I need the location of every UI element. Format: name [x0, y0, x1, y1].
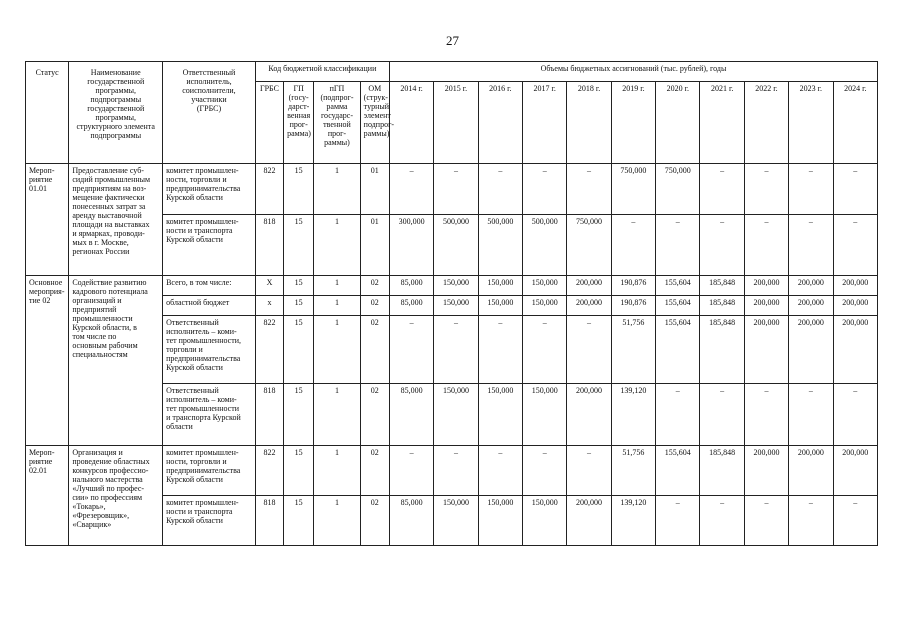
header-year: 2016 г. [478, 82, 522, 164]
budget-table [25, 61, 878, 546]
row-executor: областной бюджет [163, 296, 256, 316]
row-gp: 15 [284, 296, 314, 316]
row-value: – [700, 384, 744, 446]
row-value: 150,000 [523, 384, 567, 446]
header-kbk: Код бюджетной классификации [255, 62, 389, 82]
row-value: 150,000 [478, 496, 522, 546]
row-value: 150,000 [478, 296, 522, 316]
row-value: 185,848 [700, 296, 744, 316]
header-gp: ГП (госу- дарст- венная прог- рамма) [284, 82, 314, 164]
header-executor: Ответственный исполнитель, соисполнители, участники (ГРБС) [163, 62, 256, 164]
row-value: 200,000 [833, 446, 877, 496]
row-pgp: 1 [314, 164, 360, 215]
row-gp: 15 [284, 164, 314, 215]
row-value: 200,000 [789, 446, 833, 496]
row-value: – [833, 384, 877, 446]
row-gp: 15 [284, 496, 314, 546]
row-value: 150,000 [478, 276, 522, 296]
row-value: 500,000 [434, 215, 478, 276]
row-value: – [744, 384, 788, 446]
row-name: Организация и проведение областных конкурсов профессио- нального мастерства «Лучший по профес- сии» по профессиям «Токарь», «Фрезеровщик», «Сварщик» [69, 446, 163, 546]
header-year: 2021 г. [700, 82, 744, 164]
row-grbs: Х [255, 276, 283, 296]
row-value: 150,000 [434, 276, 478, 296]
header-year: 2022 г. [744, 82, 788, 164]
row-value: – [434, 316, 478, 384]
table-row [26, 446, 878, 496]
row-value: 200,000 [833, 296, 877, 316]
row-value: – [789, 496, 833, 546]
row-value: 150,000 [523, 276, 567, 296]
row-grbs: 822 [255, 164, 283, 215]
row-value: – [567, 446, 611, 496]
row-value: 51,756 [611, 446, 655, 496]
row-value: 750,000 [611, 164, 655, 215]
row-value: 200,000 [567, 296, 611, 316]
row-value: 139,120 [611, 496, 655, 546]
row-value: 150,000 [523, 296, 567, 316]
row-value: 750,000 [656, 164, 700, 215]
header-grbs: ГРБС [255, 82, 283, 164]
row-value: 200,000 [567, 276, 611, 296]
row-value: 150,000 [434, 296, 478, 316]
row-status: Основное мероприя- тие 02 [26, 276, 69, 446]
header-year: 2019 г. [611, 82, 655, 164]
row-value: 190,876 [611, 296, 655, 316]
row-grbs: 818 [255, 215, 283, 276]
row-value: 500,000 [478, 215, 522, 276]
header-year: 2023 г. [789, 82, 833, 164]
row-executor: Ответственный исполнитель – коми- тет промышленности и транспорта Курской области [163, 384, 256, 446]
row-pgp: 1 [314, 215, 360, 276]
row-name: Содействие развитию кадрового потенциала организаций и предприятий промышленности Курской области, в том числе по основным рабочим специальностям [69, 276, 163, 446]
row-value: – [656, 384, 700, 446]
row-gp: 15 [284, 215, 314, 276]
row-value: – [567, 316, 611, 384]
header-year: 2024 г. [833, 82, 877, 164]
row-name: Предоставление суб- сидий промышленным предприятиям на воз- мещение фактически понесенных затрат за аренду выставочной площади на выставках и ярмарках, проводи- мых в г. Москве, регионах России [69, 164, 163, 276]
row-value: 85,000 [389, 276, 433, 296]
row-value: 85,000 [389, 384, 433, 446]
row-grbs: х [255, 296, 283, 316]
row-value: 51,756 [611, 316, 655, 384]
row-value: – [523, 446, 567, 496]
row-value: 200,000 [789, 316, 833, 384]
header-year: 2018 г. [567, 82, 611, 164]
row-om: 02 [360, 496, 389, 546]
row-pgp: 1 [314, 316, 360, 384]
row-value: – [700, 496, 744, 546]
row-value: 200,000 [833, 276, 877, 296]
row-value: 200,000 [567, 496, 611, 546]
row-value: – [656, 496, 700, 546]
row-status: Мероп- риятие 01.01 [26, 164, 69, 276]
table-row [26, 276, 878, 296]
row-value: – [833, 164, 877, 215]
row-value: 150,000 [523, 496, 567, 546]
row-pgp: 1 [314, 384, 360, 446]
row-grbs: 822 [255, 316, 283, 384]
row-pgp: 1 [314, 446, 360, 496]
row-value: – [744, 496, 788, 546]
row-grbs: 818 [255, 496, 283, 546]
row-value: 300,000 [389, 215, 433, 276]
row-value: 150,000 [478, 384, 522, 446]
header-volumes: Объемы бюджетных ассигнований (тыс. рублей), годы [389, 62, 877, 82]
row-value: 500,000 [523, 215, 567, 276]
row-value: 190,876 [611, 276, 655, 296]
row-value: 200,000 [789, 296, 833, 316]
row-om: 01 [360, 215, 389, 276]
row-pgp: 1 [314, 276, 360, 296]
row-status: Мероп- риятие 02.01 [26, 446, 69, 546]
row-value: 155,604 [656, 316, 700, 384]
header-pgp: пГП (подпрог- рамма государс- твенной прог- раммы) [314, 82, 360, 164]
row-om: 01 [360, 164, 389, 215]
row-value: – [744, 164, 788, 215]
header-status: Статус [26, 62, 69, 164]
row-om: 02 [360, 296, 389, 316]
row-value: 200,000 [567, 384, 611, 446]
row-value: 200,000 [744, 276, 788, 296]
row-gp: 15 [284, 384, 314, 446]
row-value: 200,000 [744, 316, 788, 384]
row-om: 02 [360, 446, 389, 496]
header-year: 2020 г. [656, 82, 700, 164]
header-om: ОМ (струк- турный элемент подпрог- раммы) [360, 82, 389, 164]
row-om: 02 [360, 384, 389, 446]
row-executor: комитет промышлен- ности и транспорта Курской области [163, 215, 256, 276]
header-name: Наименование государственной программы, подпрограммы государственной программы, структурного элемента подпрограммы [69, 62, 163, 164]
row-value: – [478, 446, 522, 496]
row-value: – [389, 316, 433, 384]
row-value: – [478, 316, 522, 384]
row-executor: Всего, в том числе: [163, 276, 256, 296]
row-gp: 15 [284, 276, 314, 296]
row-value: – [389, 164, 433, 215]
row-value: 155,604 [656, 296, 700, 316]
row-executor: комитет промышлен- ности и транспорта Курской области [163, 496, 256, 546]
row-value: 85,000 [389, 496, 433, 546]
row-value: – [523, 316, 567, 384]
row-pgp: 1 [314, 496, 360, 546]
row-value: – [700, 164, 744, 215]
row-value: 139,120 [611, 384, 655, 446]
row-value: 750,000 [567, 215, 611, 276]
row-gp: 15 [284, 446, 314, 496]
row-value: – [611, 215, 655, 276]
row-value: 150,000 [434, 384, 478, 446]
row-value: – [478, 164, 522, 215]
row-executor: Ответственный исполнитель – коми- тет промышленности, торговли и предпринимательства Курской области [163, 316, 256, 384]
row-value: – [833, 215, 877, 276]
table-row [26, 164, 878, 215]
row-om: 02 [360, 276, 389, 296]
row-value: – [789, 215, 833, 276]
row-value: 150,000 [434, 496, 478, 546]
row-value: – [389, 446, 433, 496]
row-value: – [434, 446, 478, 496]
row-value: 155,604 [656, 276, 700, 296]
row-value: – [700, 215, 744, 276]
row-value: 200,000 [789, 276, 833, 296]
row-executor: комитет промышлен- ности, торговли и предпринимательства Курской области [163, 446, 256, 496]
row-pgp: 1 [314, 296, 360, 316]
row-value: – [434, 164, 478, 215]
row-executor: комитет промышлен- ности, торговли и предпринимательства Курской области [163, 164, 256, 215]
row-grbs: 818 [255, 384, 283, 446]
row-gp: 15 [284, 316, 314, 384]
row-value: – [789, 164, 833, 215]
row-value: – [744, 215, 788, 276]
row-value: – [523, 164, 567, 215]
row-value: 200,000 [744, 296, 788, 316]
page-number: 27 [446, 33, 459, 48]
row-value: – [833, 496, 877, 546]
row-om: 02 [360, 316, 389, 384]
row-value: 185,848 [700, 316, 744, 384]
row-value: 185,848 [700, 446, 744, 496]
row-value: – [656, 215, 700, 276]
header-year: 2014 г. [389, 82, 433, 164]
header-year: 2015 г. [434, 82, 478, 164]
row-value: 185,848 [700, 276, 744, 296]
row-value: – [789, 384, 833, 446]
row-grbs: 822 [255, 446, 283, 496]
row-value: – [567, 164, 611, 215]
header-year: 2017 г. [523, 82, 567, 164]
row-value: 155,604 [656, 446, 700, 496]
row-value: 200,000 [744, 446, 788, 496]
row-value: 85,000 [389, 296, 433, 316]
row-value: 200,000 [833, 316, 877, 384]
